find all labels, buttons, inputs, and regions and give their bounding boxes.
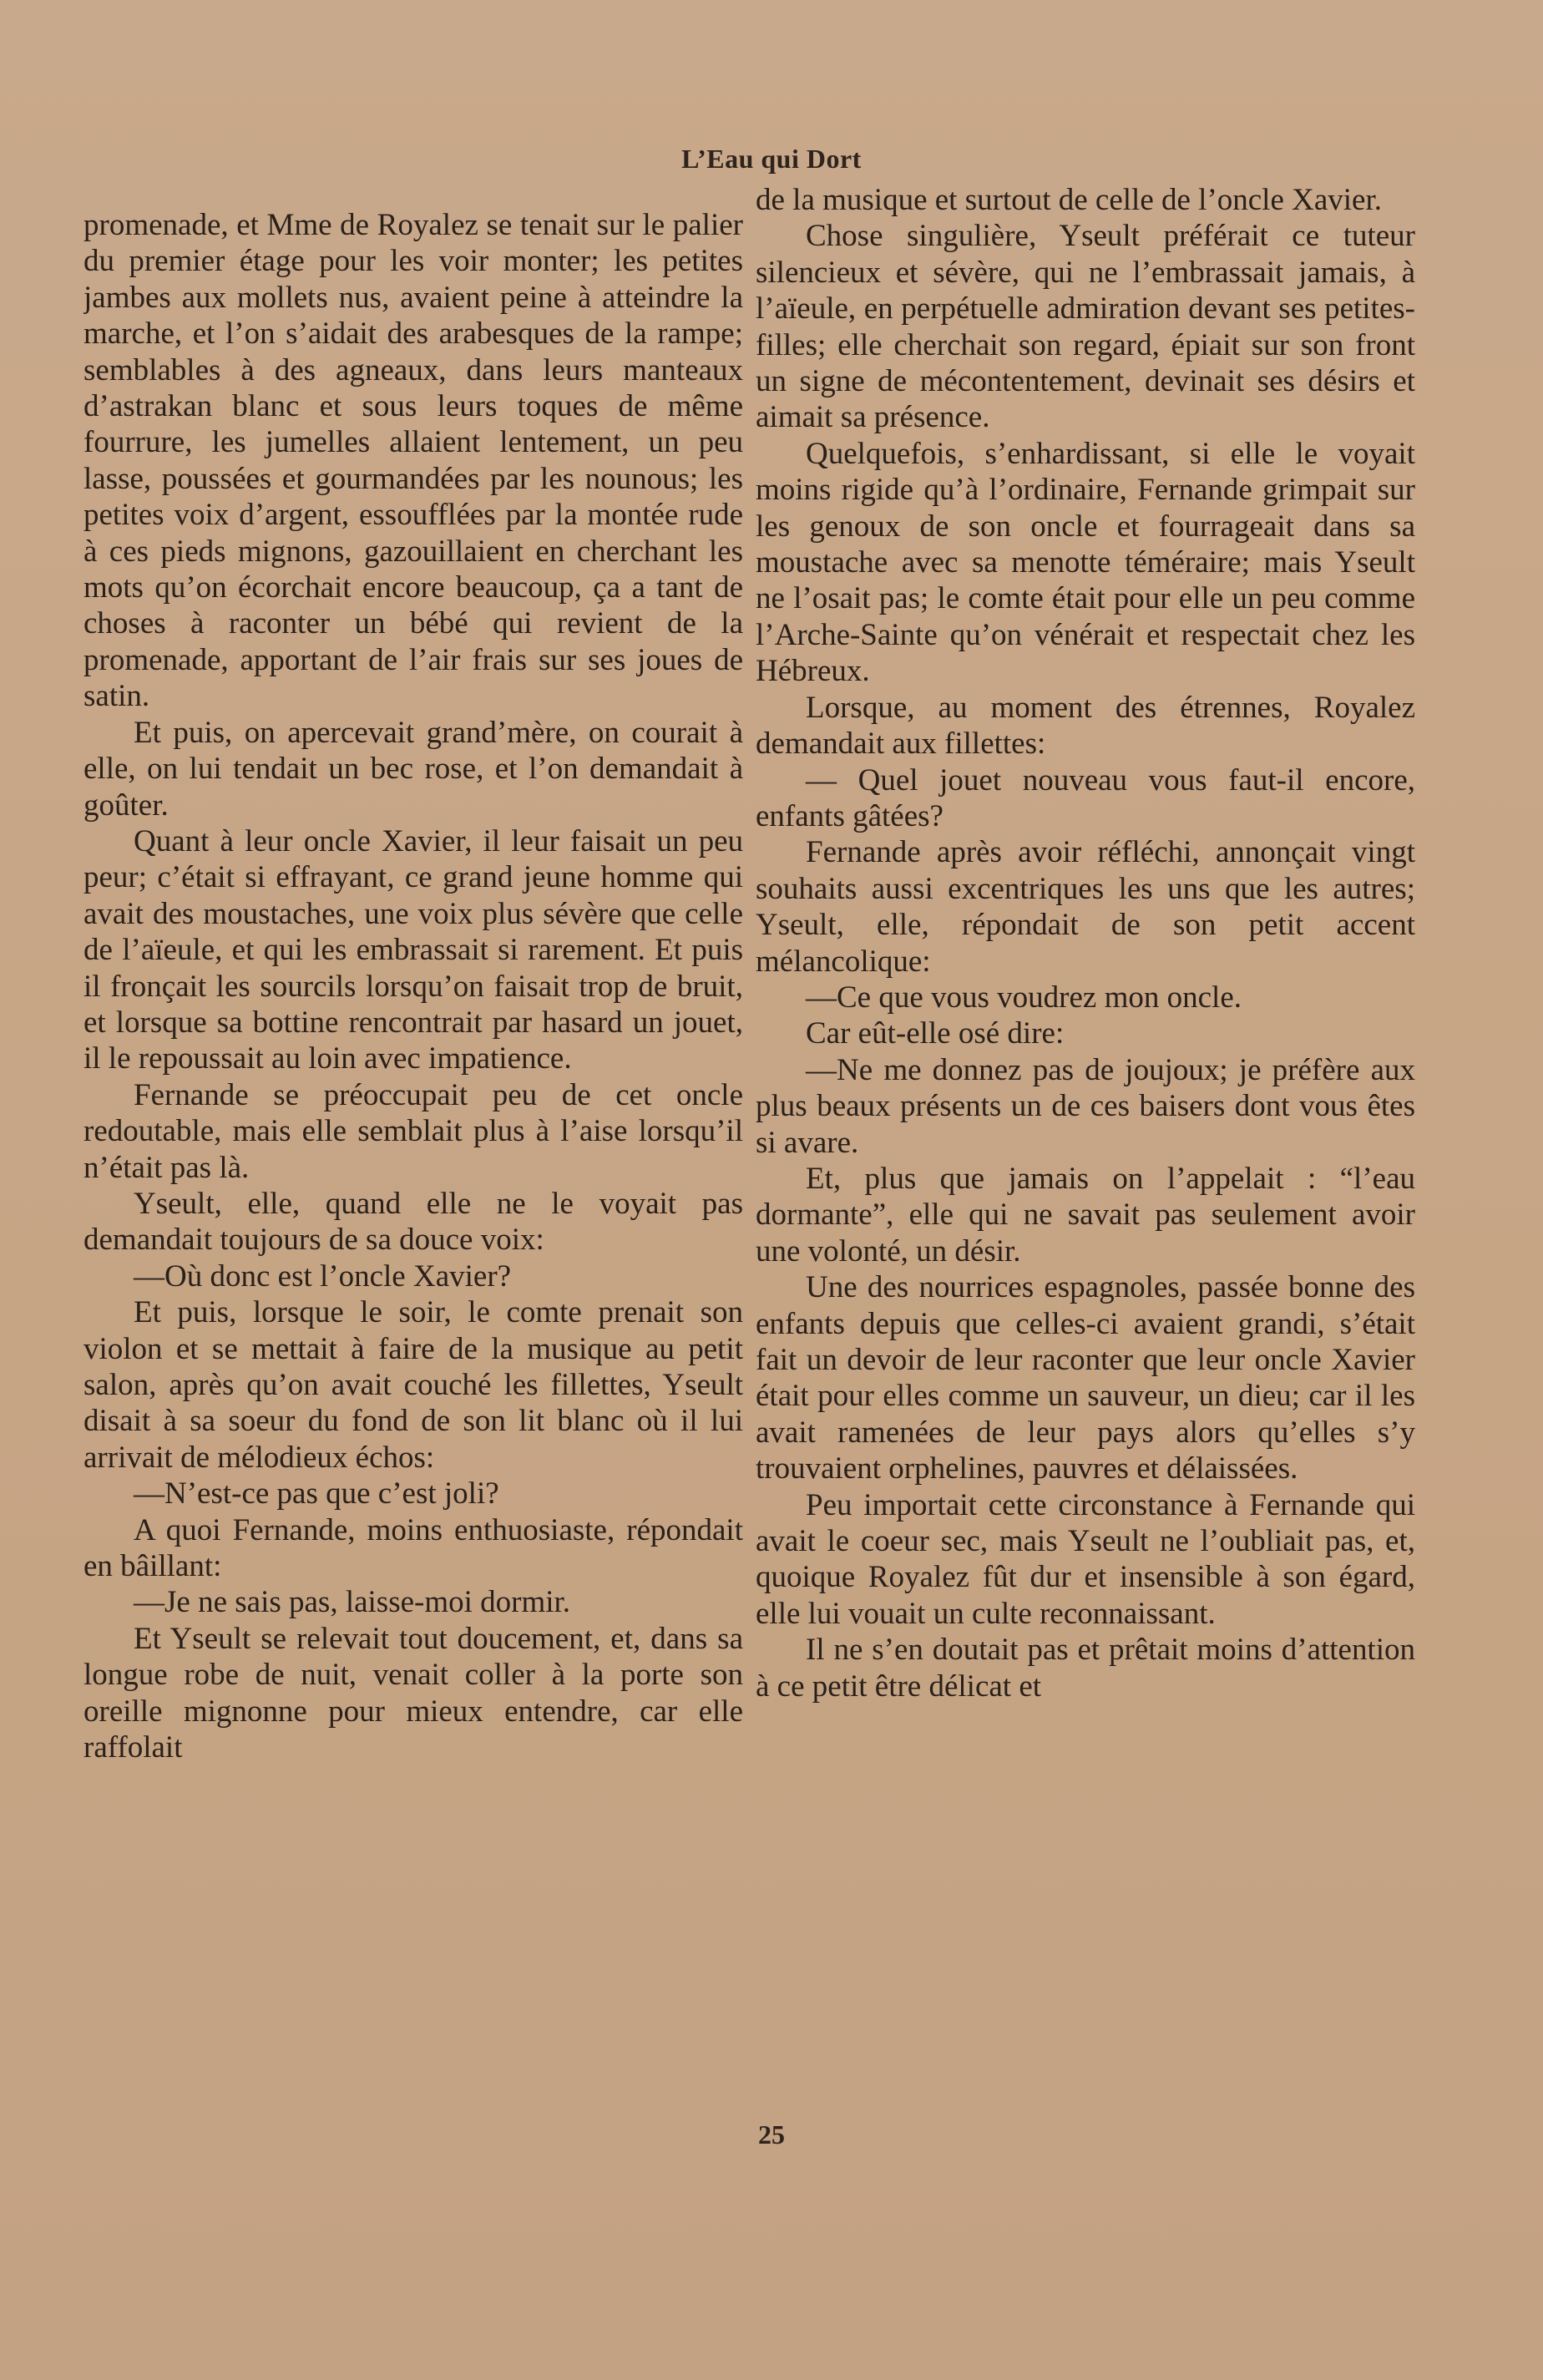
paragraph: A quoi Fernande, moins enthuosiaste, répondait en bâillant: (83, 1512, 743, 1584)
paragraph: —Où donc est l’oncle Xavier? (134, 1258, 512, 1294)
paragraph: Quant à leur oncle Xavier, il leur faisait un peu peur; c’était si effrayant, ce grand jeune homme qui avait des moustaches, une voix plus sévère que celle de l’aïeule, et qui les embrassait si rarement. Et puis il fronçait les sourcils lorsqu’on faisait trop de bruit, et lorsque sa bottine rencontrait par hasard un jouet, il le repoussait au loin avec impatience. (83, 823, 743, 1076)
paragraph: de la musique et surtout de celle de l’oncle Xavier. (756, 183, 1383, 217)
paragraph: —Je ne sais pas, laisse-moi dormir. (134, 1585, 571, 1620)
page-number: 25 (758, 2119, 785, 2150)
paragraph: —Ce que vous voudrez mon oncle. (806, 980, 1242, 1015)
running-title: L’Eau qui Dort (681, 144, 862, 174)
paragraph: Fernande se préoccupait peu de cet oncle redoutable, mais elle semblait plus à l’aise lorsqu’il n’était pas là. (83, 1077, 743, 1185)
paragraph: Lorsque, au moment des étrennes, Royalez demandait aux fillettes: (756, 690, 1415, 762)
paragraph: —N’est-ce pas que c’est joli? (134, 1476, 499, 1512)
paragraph: Yseult, elle, quand elle ne le voyait pas demandait toujours de sa douce voix: (83, 1186, 743, 1258)
paragraph: Chose singulière, Yseult préférait ce tuteur silencieux et sévère, qui ne l’embrassait jamais, à l’aïeule, en perpétuelle admiration devant ses petites-filles; elle cherchait son regard, épiait sur son front un signe de mécontentement, devinait ses désirs et aimait sa présence. (756, 219, 1415, 435)
right-column (756, 182, 1415, 2053)
paragraph: Et Yseult se relevait tout doucement, et, dans sa longue robe de nuit, venait coller à la porte son oreille mignonne pour mieux entendre, car elle raffolait (83, 1621, 743, 1765)
paragraph: —Ne me donnez pas de joujoux; je préfère aux plus beaux présents un de ces baisers dont vous êtes si avare. (756, 1052, 1415, 1160)
paragraph: Et puis, lorsque le soir, le comte prenait son violon et se mettait à faire de la musique au petit salon, après qu’on avait couché les fillettes, Yseult disait à sa soeur du fond de son lit blanc où il lui arrivait de mélodieux échos: (83, 1295, 743, 1475)
left-column (83, 207, 743, 2078)
paragraph: Car eût-elle osé dire: (806, 1016, 1065, 1051)
paragraph: Il ne s’en doutait pas et prêtait moins d’attention à ce petit être délicat et (756, 1633, 1415, 1704)
paragraph: Peu importait cette circonstance à Fernande qui avait le coeur sec, mais Yseult ne l’oubliait pas, et, quoique Royalez fût dur et insensible à son égard, elle lui vouait un culte reconnaissant. (756, 1487, 1415, 1631)
paragraph: Une des nourrices espagnoles, passée bonne des enfants depuis que celles-ci avaient grandi, s’était fait un devoir de leur raconter que leur oncle Xavier était pour elles comme un sauveur, un dieu; car il les avait ramenées de leur pays alors qu’elles s’y trouvaient orphelines, pauvres et délaissées. (756, 1270, 1415, 1486)
paragraph: promenade, et Mme de Royalez se tenait sur le palier du premier étage pour les voir monter; les petites jambes aux mollets nus, avaient peine à atteindre la marche, et l’on s’aidait des arabesques de la rampe; semblables à des agneaux, dans leurs manteaux d’astrakan blanc et sous leurs toques de même fourrure, les jumelles allaient lentement, un peu lasse, poussées et gourmandées par les nounous; les petites voix d’argent, essoufflées par la montée rude à ces pieds mignons, gazouillaient en cherchant les mots qu’on écorchait encore beaucoup, ça a tant de choses à raconter un bébé qui revient de la promenade, apportant de l’air frais sur ses joues de satin. (83, 208, 743, 714)
paragraph: Et puis, on apercevait grand’mère, on courait à elle, on lui tendait un bec rose, et l’on demandait à goûter. (83, 715, 743, 823)
paragraph: — Quel jouet nouveau vous faut-il encore, enfants gâtées? (756, 762, 1415, 833)
paragraph: Fernande après avoir réfléchi, annonçait vingt souhaits aussi excentriques les uns que les autres; Yseult, elle, répondait de son petit accent mélancolique: (756, 835, 1415, 979)
paragraph: Quelquefois, s’enhardissant, si elle le voyait moins rigide qu’à l’ordinaire, Fernande grimpait sur les genoux de son oncle et fourrageait dans sa moustache avec sa menotte téméraire; mais Yseult ne l’osait pas; le comte était pour elle un peu comme l’Arche-Sainte qu’on vénérait et respectait chez les Hébreux. (756, 436, 1415, 689)
paragraph: Et, plus que jamais on l’appelait : “l’eau dormante”, elle qui ne savait pas seulement avoir une volonté, un désir. (756, 1161, 1415, 1268)
